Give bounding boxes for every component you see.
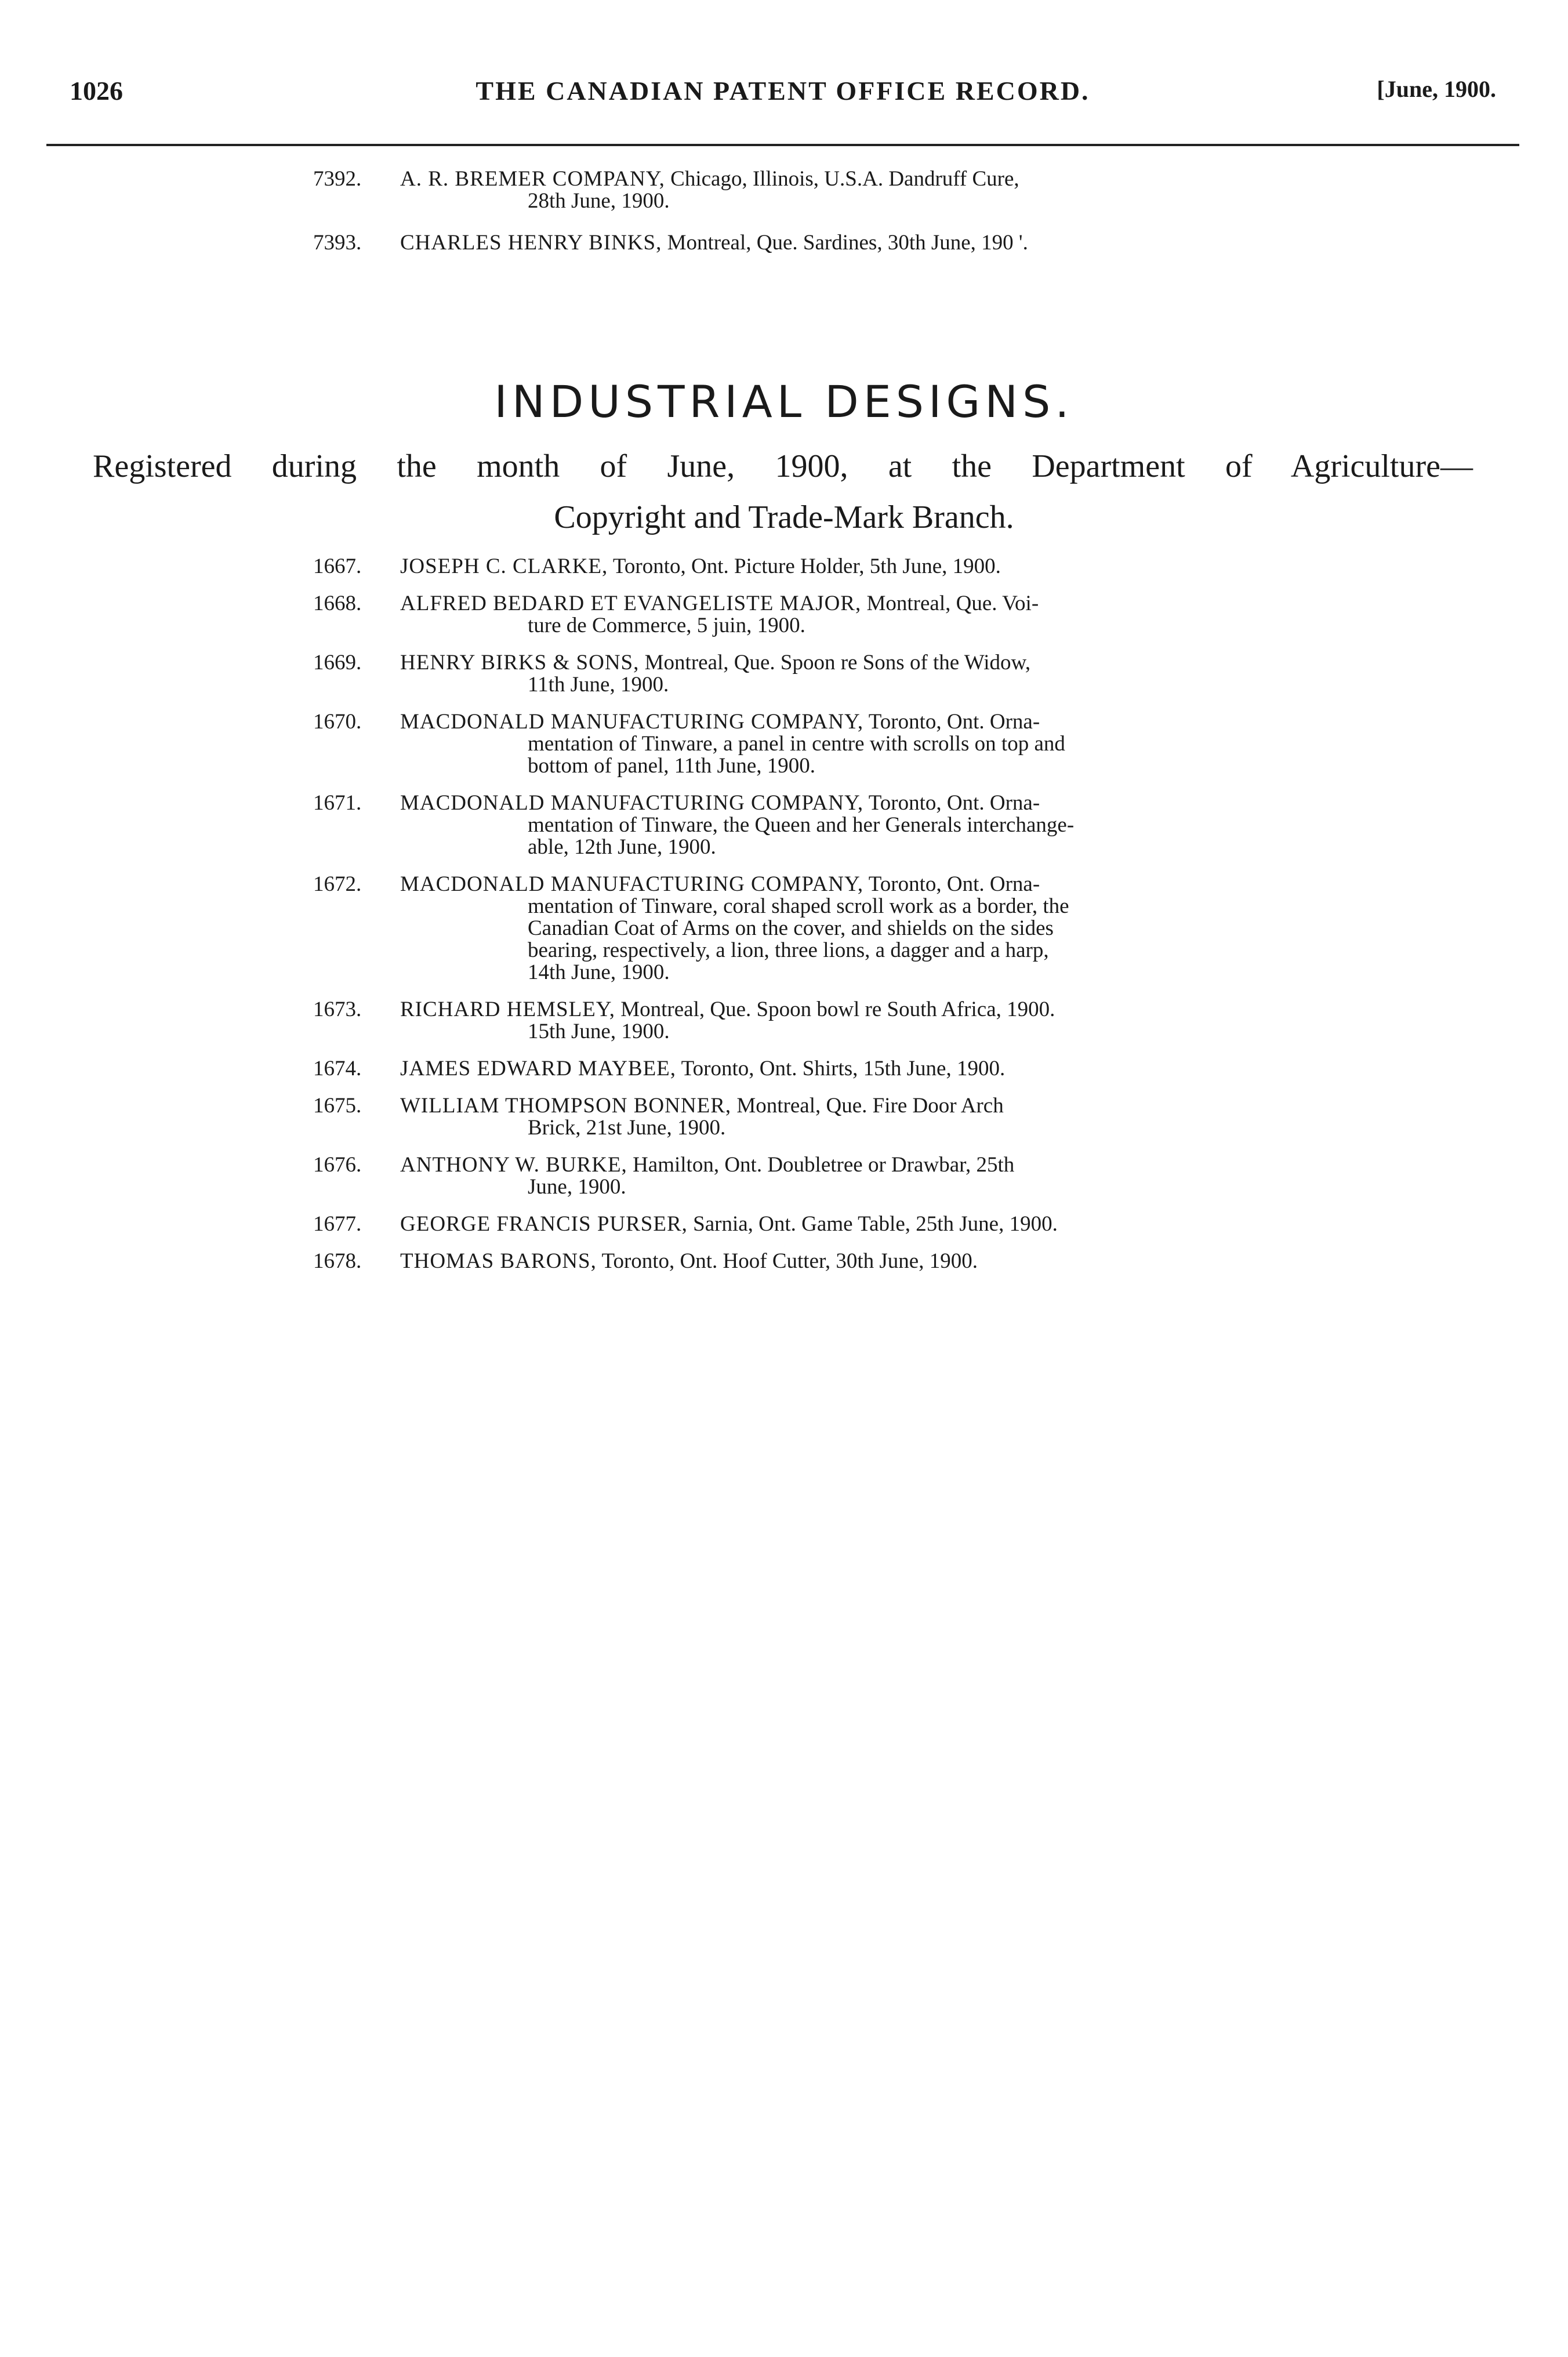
- entry-name: RICHARD HEMSLEY,: [400, 998, 615, 1021]
- entry-number: 1678.: [313, 1249, 362, 1273]
- entry-number: 1669.: [313, 651, 362, 675]
- entry-name: A. R. BREMER COMPANY,: [400, 167, 665, 191]
- design-entry: [313, 1154, 1258, 1198]
- running-title: THE CANADIAN PATENT OFFICE RECORD.: [476, 76, 1090, 106]
- entry-name: HENRY BIRKS & SONS,: [400, 651, 640, 675]
- design-entry: [313, 711, 1258, 777]
- entry-text: Montreal, Que. Spoon bowl re South Africa, 1900.: [620, 998, 1055, 1021]
- entry-number: 1673.: [313, 998, 362, 1021]
- entry-name: WILLIAM THOMPSON BONNER,: [400, 1094, 732, 1118]
- design-entry: [313, 593, 1258, 637]
- entry-text-continued: June, 1900.: [528, 1175, 626, 1199]
- entry-text-continued: bearing, respectively, a lion, three lions, a dagger and a harp,: [528, 938, 1049, 962]
- entry-name: MACDONALD MANUFACTURING COMPANY,: [400, 872, 864, 896]
- entry-text-continued: able, 12th June, 1900.: [528, 835, 716, 859]
- entry-name: GEORGE FRANCIS PURSER,: [400, 1212, 688, 1236]
- trademark-entry: [313, 168, 1258, 212]
- entry-number: 1674.: [313, 1057, 362, 1080]
- design-entry: [313, 1095, 1258, 1139]
- entry-text-continued: mentation of Tinware, the Queen and her Generals interchange-: [528, 813, 1075, 837]
- entry-text-continued: 28th June, 1900.: [528, 189, 670, 213]
- design-entry: [313, 1213, 1258, 1235]
- trademark-entry: [313, 232, 1258, 254]
- entry-text: Montreal, Que. Sardines, 30th June, 190 '.: [667, 231, 1028, 255]
- entry-text-continued: Brick, 21st June, 1900.: [528, 1116, 726, 1140]
- entry-number: 1668.: [313, 592, 362, 615]
- entry-text-continued: Canadian Coat of Arms on the cover, and shields on the sides: [528, 916, 1054, 940]
- entry-number: 1675.: [313, 1094, 362, 1118]
- entry-text-continued: mentation of Tinware, coral shaped scroll work as a border, the: [528, 894, 1069, 918]
- page-header: [46, 75, 1519, 122]
- design-entry: [313, 1058, 1258, 1080]
- entry-text-continued: 11th June, 1900.: [528, 673, 669, 697]
- design-entry: [313, 873, 1258, 984]
- entry-text: Toronto, Ont. Shirts, 15th June, 1900.: [681, 1057, 1006, 1080]
- entry-number: 1670.: [313, 710, 362, 734]
- entry-number: 1677.: [313, 1212, 362, 1236]
- design-list: [313, 556, 1258, 1288]
- trademark-list: [313, 168, 1258, 274]
- entry-name: ANTHONY W. BURKE,: [400, 1153, 627, 1177]
- entry-text-continued: 15th June, 1900.: [528, 1020, 670, 1043]
- entry-text: Montreal, Que. Voi-: [866, 592, 1039, 615]
- entry-text: Sarnia, Ont. Game Table, 25th June, 1900.: [693, 1212, 1058, 1236]
- entry-name: JAMES EDWARD MAYBEE,: [400, 1057, 677, 1080]
- entry-number: 7393.: [313, 231, 362, 255]
- design-entry: [313, 652, 1258, 696]
- entry-text: Chicago, Illinois, U.S.A. Dandruff Cure,: [670, 167, 1019, 191]
- entry-text-continued: bottom of panel, 11th June, 1900.: [528, 754, 816, 778]
- design-entry: [313, 999, 1258, 1043]
- entry-text: Hamilton, Ont. Doubletree or Drawbar, 25th: [633, 1153, 1015, 1177]
- entry-text: Toronto, Ont. Orna-: [868, 710, 1040, 734]
- entry-text: Montreal, Que. Spoon re Sons of the Widow,: [644, 651, 1031, 675]
- entry-text: Toronto, Ont. Orna-: [868, 872, 1040, 896]
- entry-number: 7392.: [313, 167, 362, 191]
- header-rule: [46, 144, 1519, 146]
- entry-number: 1671.: [313, 791, 362, 815]
- entry-name: ALFRED BEDARD ET EVANGELISTE MAJOR,: [400, 592, 862, 615]
- entry-text-continued: mentation of Tinware, a panel in centre with scrolls on top and: [528, 732, 1065, 756]
- design-entry: [313, 1250, 1258, 1272]
- entry-name: THOMAS BARONS,: [400, 1249, 597, 1273]
- entry-number: 1672.: [313, 872, 362, 896]
- entry-name: MACDONALD MANUFACTURING COMPANY,: [400, 710, 864, 734]
- entry-number: 1676.: [313, 1153, 362, 1177]
- section-subtitle-continued: Copyright and Trade-Mark Branch.: [554, 499, 1014, 535]
- entry-name: CHARLES HENRY BINKS,: [400, 231, 662, 255]
- section-title: INDUSTRIAL DESIGNS.: [494, 376, 1074, 427]
- page-number: 1026: [70, 76, 123, 106]
- entry-name: JOSEPH C. CLARKE,: [400, 554, 608, 578]
- entry-number: 1667.: [313, 554, 362, 578]
- entry-text: Toronto, Ont. Picture Holder, 5th June, 1900.: [612, 554, 1001, 578]
- entry-text: Toronto, Ont. Hoof Cutter, 30th June, 1900.: [601, 1249, 978, 1273]
- entry-text-continued: 14th June, 1900.: [528, 960, 670, 984]
- section-subtitle: Registered during the month of June, 1900, at the Department of Agriculture—: [93, 448, 1473, 484]
- design-entry: [313, 792, 1258, 858]
- entry-name: MACDONALD MANUFACTURING COMPANY,: [400, 791, 864, 815]
- header-date: [June, 1900.: [1377, 76, 1496, 102]
- design-entry: [313, 556, 1258, 578]
- entry-text-continued: ture de Commerce, 5 juin, 1900.: [528, 614, 805, 637]
- entry-text: Toronto, Ont. Orna-: [868, 791, 1040, 815]
- entry-text: Montreal, Que. Fire Door Arch: [736, 1094, 1004, 1118]
